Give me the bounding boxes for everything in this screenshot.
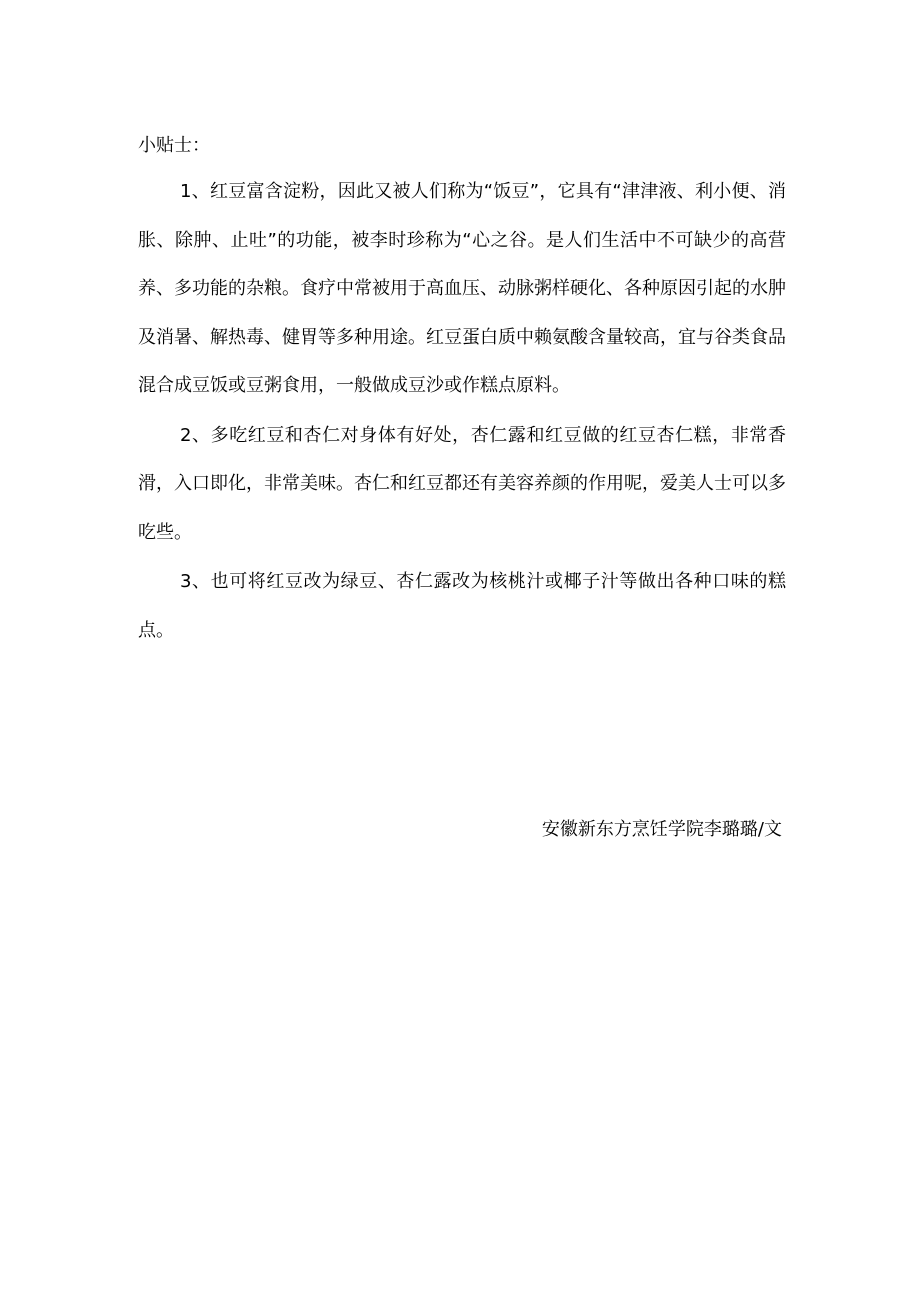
tip-paragraph-3: 3、也可将红豆改为绿豆、杏仁露改为核桃汁或椰子汁等做出各种口味的糕点。 (138, 571, 786, 641)
tips-section (138, 124, 786, 655)
tip-paragraph-2: 2、多吃红豆和杏仁对身体有好处，杏仁露和红豆做的红豆杏仁糕，非常香滑，入口即化，非常美味。杏仁和红豆都还有美容养颜的作用呢，爱美人士可以多吃些。 (138, 424, 786, 543)
author-signature: 安徽新东方烹饪学院李璐璐/文 (541, 819, 782, 840)
tips-heading: 小贴士： (138, 135, 210, 156)
tip-paragraph-1: 1、红豆富含淀粉，因此又被人们称为“饭豆”，它具有“津津液、利小便、消胀、除肿、止吐”的功能，被李时珍称为“心之谷。是人们生活中不可缺少的高营养、多功能的杂粮。食疗中常被用于高血压、动脉粥样硬化、各种原因引起的水肿及消暑、解热毒、健胃等多种用途。红豆蛋白质中赖氨酸含量较高，宜与谷类食品混合成豆饭或豆粥食用，一般做成豆沙或作糕点原料。 (138, 181, 786, 396)
